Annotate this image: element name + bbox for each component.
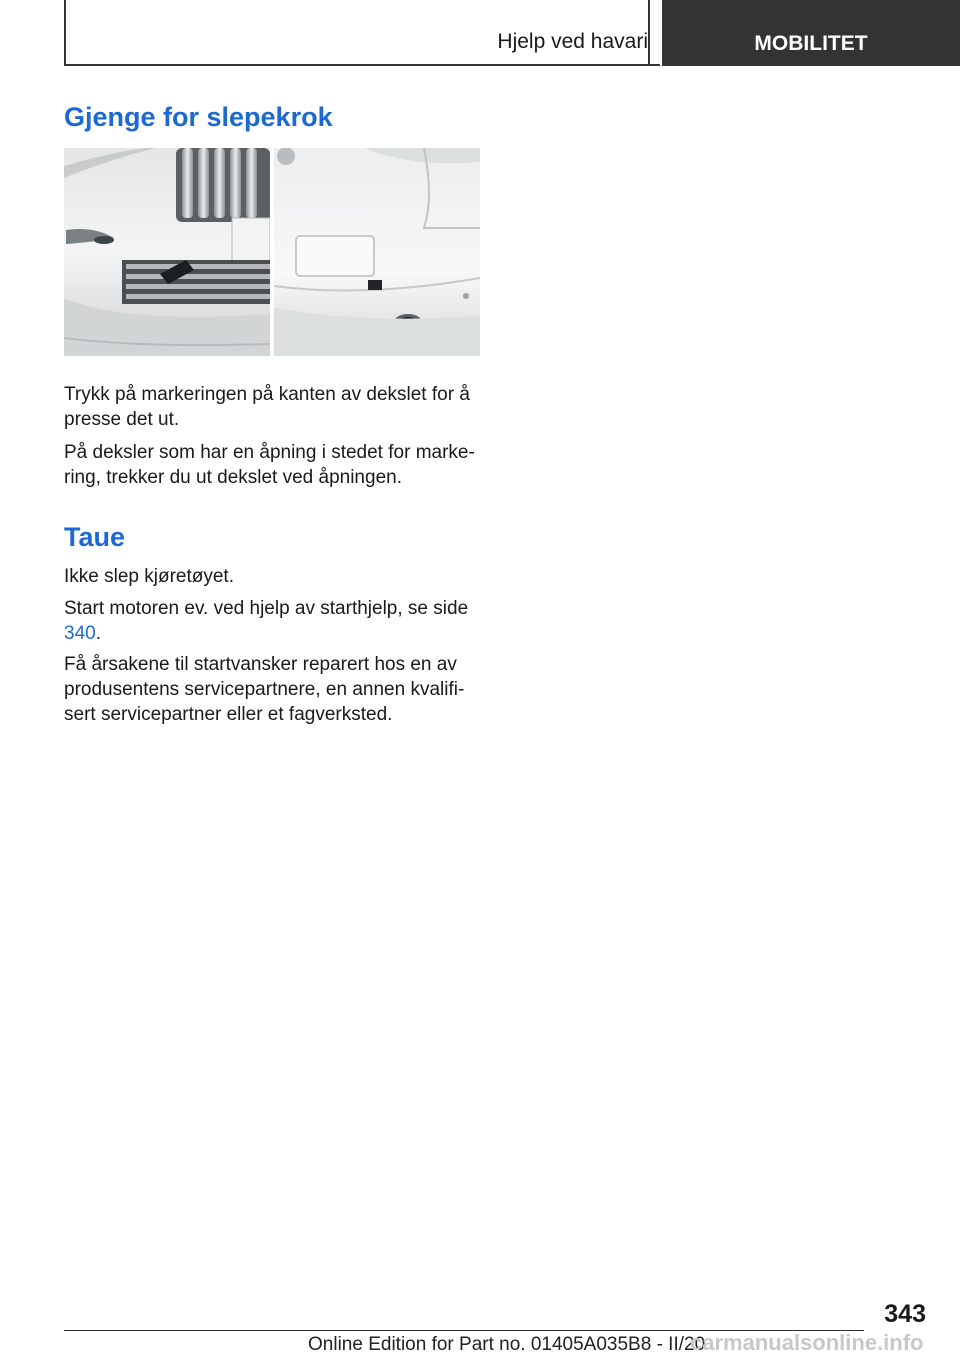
header-rule-divider — [648, 0, 650, 66]
section-heading-tow-hook-thread: Gjenge for slepekrok — [64, 102, 333, 132]
watermark: carmanualsonline.info — [690, 1330, 924, 1355]
bumper-tow-hook-illustration — [64, 148, 480, 356]
jump-start-period: . — [95, 623, 101, 644]
header-rule-left — [64, 0, 66, 66]
header-section-title: Hjelp ved havari — [497, 30, 648, 53]
header-chapter-tab — [662, 0, 960, 66]
paragraph-do-not-tow: Ikke slep kjøretøyet. — [64, 566, 234, 587]
header-rule-bottom — [64, 64, 660, 66]
section-heading-towing: Taue — [64, 522, 126, 552]
paragraph-cover-opening: På deksler som har en åpning i stedet for marke- ring, trekker du ut dekslet ved åpningen. — [64, 442, 475, 488]
jump-start-text: Start motoren ev. ved hjelp av starthjelp, se side — [64, 598, 469, 619]
page-number: 343 — [884, 1300, 926, 1328]
paragraph-press-marking: Trykk på markeringen på kanten av dekslet for å presse det ut. — [64, 384, 470, 430]
paragraph-service-partner: Få årsakene til startvansker reparert hos en av produsentens servicepartnere, en annen kvalifi- sert servicepartner eller et fagverksted. — [64, 654, 465, 725]
paragraph-jump-start — [64, 596, 484, 646]
footer-edition: Online Edition for Part no. 01405A035B8 - II/20 — [308, 1334, 706, 1355]
page-reference-link[interactable]: 340 — [64, 623, 96, 644]
chapter-label: MOBILITET — [754, 32, 868, 55]
